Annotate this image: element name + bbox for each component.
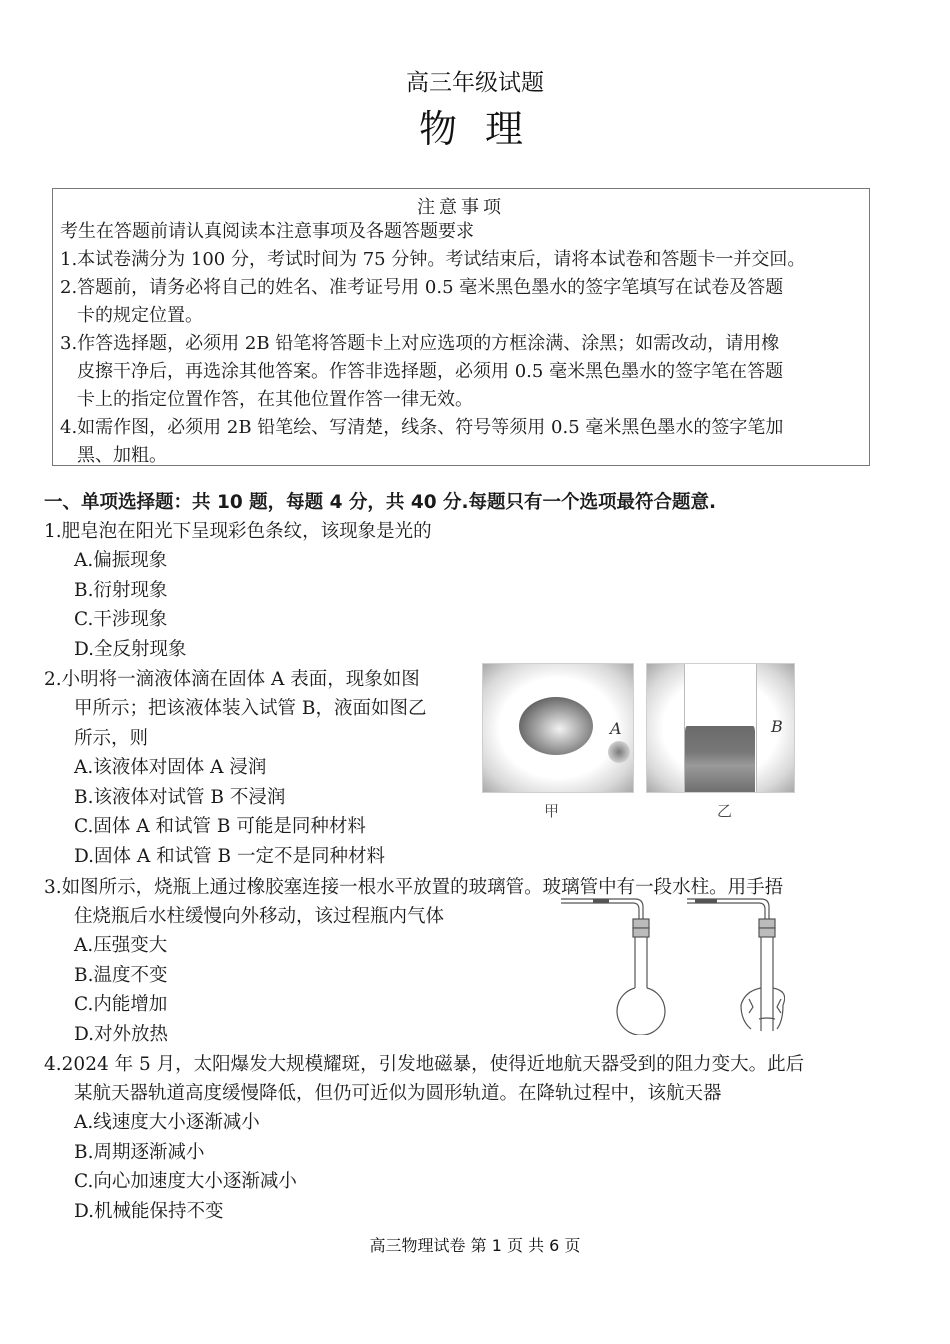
flask-left — [561, 899, 665, 1035]
notice-item-3-cont: 皮擦干净后，再选涂其他答案。作答非选择题，必须用 0.5 毫米黑色墨水的签字笔在答题 — [77, 361, 784, 382]
question-1-option-d: D.全反射现象 — [74, 639, 187, 660]
liquid-drop — [519, 697, 593, 755]
question-4-option-a: A.线速度大小逐渐减小 — [74, 1112, 260, 1133]
question-3-option-d: D.对外放热 — [74, 1024, 169, 1045]
figure-jia-photo — [482, 663, 634, 793]
liquid-in-tube — [685, 726, 755, 792]
grade-title: 高三年级试题 — [406, 70, 544, 96]
question-2-option-a: A.该液体对固体 A 浸润 — [74, 757, 267, 778]
question-4-option-c: C.向心加速度大小逐渐减小 — [74, 1171, 297, 1192]
question-1-option-b: B.衍射现象 — [74, 580, 168, 601]
notice-heading: 注意事项 — [417, 197, 505, 218]
question-1-option-c: C.干涉现象 — [74, 609, 168, 630]
question-2-stem: 2.小明将一滴液体滴在固体 A 表面，现象如图 — [44, 669, 420, 690]
figure-yi-photo — [646, 663, 795, 793]
caption-yi: 乙 — [717, 802, 733, 820]
question-3-option-c: C.内能增加 — [74, 994, 168, 1015]
label-solid-a: A — [610, 719, 622, 738]
section-heading: 一、单项选择题：共 10 题，每题 4 分，共 40 分.每题只有一个选项最符合题意. — [44, 492, 717, 513]
caption-jia: 甲 — [544, 802, 560, 820]
notice-item-3: 3.作答选择题，必须用 2B 铅笔将答题卡上对应选项的方框涂满、涂黑；如需改动，请用橡 — [60, 333, 780, 354]
question-2-option-d: D.固体 A 和试管 B 一定不是同种材料 — [74, 846, 386, 867]
question-4-option-d: D.机械能保持不变 — [74, 1201, 224, 1222]
question-3-option-b: B.温度不变 — [74, 965, 168, 986]
notice-item-2: 2.答题前，请务必将自己的姓名、准考证号用 0.5 毫米黑色墨水的签字笔填写在试卷及答题 — [60, 277, 784, 298]
page-footer: 高三物理试卷 第 1 页 共 6 页 — [369, 1236, 581, 1255]
notice-intro: 考生在答题前请认真阅读本注意事项及各题答题要求 — [60, 221, 474, 242]
question-2-stem-cont2: 所示，则 — [74, 728, 149, 749]
question-4-option-b: B.周期逐渐减小 — [74, 1142, 205, 1163]
question-4-stem-cont: 某航天器轨道高度缓慢降低，但仍可近似为圆形轨道。在降轨过程中，该航天器 — [74, 1083, 722, 1104]
shadow-spot — [608, 741, 630, 763]
notice-item-3-cont2: 卡上的指定位置作答，在其他位置作答一律无效。 — [77, 389, 473, 410]
flask-right-held — [687, 899, 785, 1031]
question-2-stem-cont: 甲所示；把该液体装入试管 B，液面如图乙 — [74, 698, 427, 719]
notice-item-1: 1.本试卷满分为 100 分，考试时间为 75 分钟。考试结束后，请将本试卷和答题卡一并交回。 — [60, 249, 806, 270]
question-1-stem: 1.肥皂泡在阳光下呈现彩色条纹，该现象是光的 — [44, 521, 432, 542]
notice-item-4-cont: 黑、加粗。 — [77, 445, 167, 466]
notice-item-2-cont: 卡的规定位置。 — [77, 305, 203, 326]
question-3-stem: 3.如图所示，烧瓶上通过橡胶塞连接一根水平放置的玻璃管。玻璃管中有一段水柱。用手捂 — [44, 877, 784, 898]
question-2-option-c: C.固体 A 和试管 B 可能是同种材料 — [74, 816, 366, 837]
question-3-option-a: A.压强变大 — [74, 935, 168, 956]
left-hand-icon — [741, 988, 761, 1029]
flask-diagram — [555, 895, 785, 1035]
question-3-stem-cont: 住烧瓶后水柱缓慢向外移动，该过程瓶内气体 — [74, 906, 445, 927]
question-4-stem: 4.2024 年 5 月，太阳爆发大规模耀斑，引发地磁暴，使得近地航天器受到的阻力变大。此后 — [44, 1054, 805, 1075]
subject-title: 物 理 — [418, 107, 532, 151]
question-1-option-a: A.偏振现象 — [74, 550, 168, 571]
question-2-option-b: B.该液体对试管 B 不浸润 — [74, 787, 286, 808]
right-hand-icon — [773, 988, 785, 1029]
label-tube-b: B — [771, 717, 783, 736]
notice-item-4: 4.如需作图，必须用 2B 铅笔绘、写清楚，线条、符号等须用 0.5 毫米黑色墨水的签字笔加 — [60, 417, 784, 438]
